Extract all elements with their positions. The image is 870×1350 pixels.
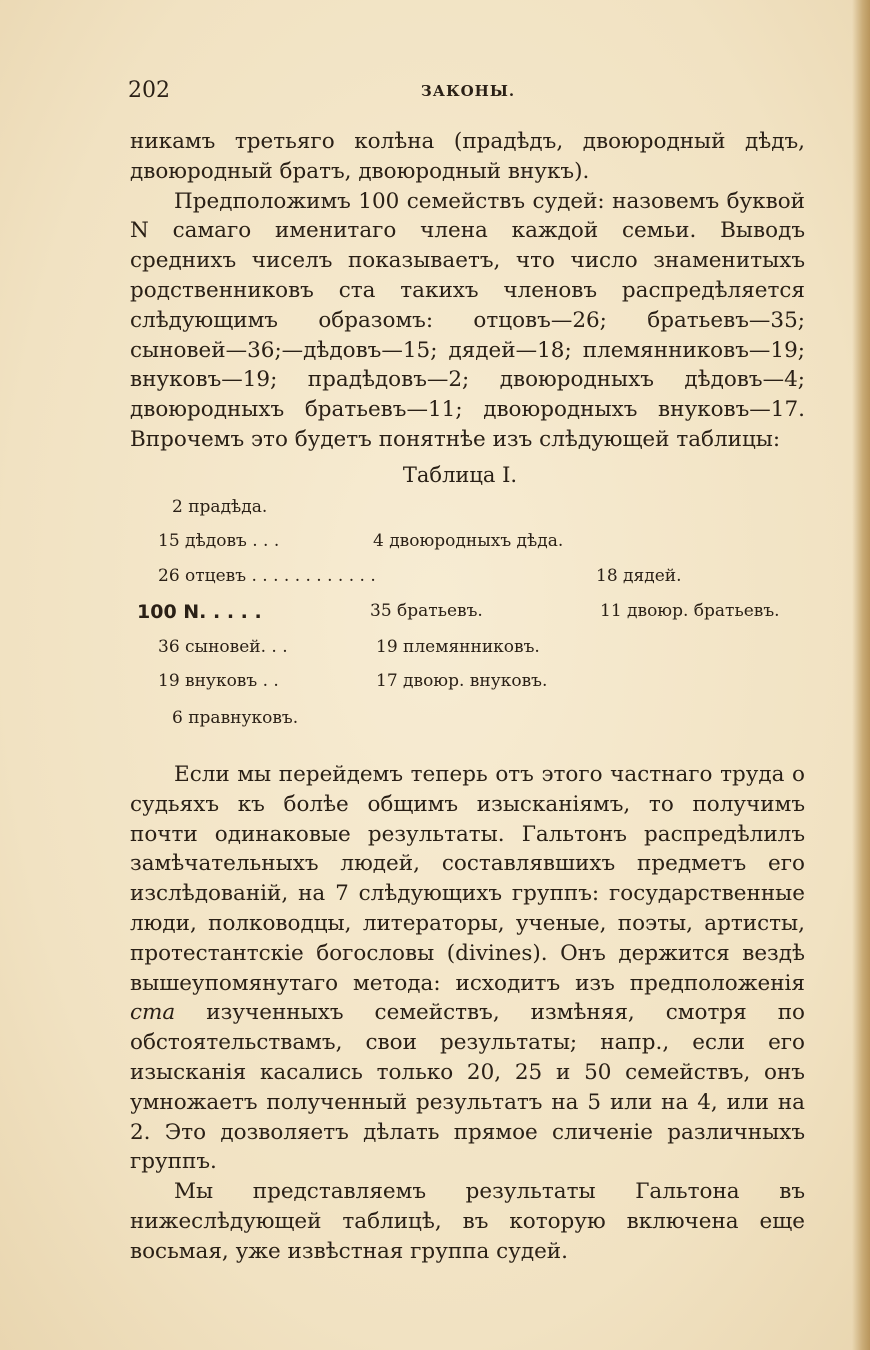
paragraph-text: изученныхъ семействъ, измѣняя, смотря по обстоятельствамъ, свои результаты; напр., если его изысканiя касались только 20, 25 и 50 семействъ, онъ умножаетъ полученный результатъ на 5 или на 4, или на 2. Это дозволяетъ дѣлать прямое сличенiе различныхъ группъ. <box>130 1000 805 1175</box>
page-header <box>128 78 808 108</box>
page-number: 202 <box>128 78 170 103</box>
table-row <box>0 566 870 596</box>
table-cell: 2 прадѣда. <box>172 497 268 517</box>
table-row <box>0 531 870 561</box>
table-cell: 35 братьевъ. <box>370 601 483 621</box>
table-cell: 6 правнуковъ. <box>172 708 299 728</box>
table-cell: 11 двоюр. братьевъ. <box>600 601 780 621</box>
paragraph-text: Если мы перейдемъ теперь отъ этого частнаго труда о судьяхъ къ болѣе общимъ изысканiямъ, то получимъ почти одинаковые результаты. Гальтонъ распредѣлилъ замѣчательныхъ людей, составлявшихъ предметъ его изслѣдованiй, на 7 слѣдующихъ группъ: государственные люди, полководцы, литераторы, ученые, поэты, артисты, протестантскiе богословы (divines). Онъ держится вездѣ вышеупомянутаго метода: исходитъ изъ предположенiя <box>130 762 805 996</box>
top-text <box>130 127 805 455</box>
paragraph: Мы представляемъ результаты Гальтона въ нижеслѣдующей таблицѣ, въ которую включена еще восьмая, уже извѣстная группа судей. <box>130 1179 805 1264</box>
table-row <box>0 637 870 667</box>
running-title: ЗАКОНЫ. <box>420 82 516 100</box>
table-title: Таблица I. <box>402 463 518 487</box>
bottom-text <box>130 760 805 1267</box>
table-cell: 36 сыновей. . . <box>158 637 288 657</box>
italic-word: ста <box>130 1000 176 1026</box>
paragraph: Предположимъ 100 семействъ судей: назовемъ буквой N самаго именитаго члена каждой семьи. Выводъ среднихъ чиселъ показываетъ, что число знаменитыхъ родственниковъ ста такихъ членовъ распредѣляется слѣдующимъ образомъ: отцовъ—26; братьевъ—35; сыновей—36;—дѣдовъ—15; дядей—18; племянниковъ—19; внуковъ—19; прадѣдовъ—2; двоюродныхъ дѣдовъ—4; двоюродныхъ братьевъ—11; двоюродныхъ внуковъ—17. Впрочемъ это будетъ понятнѣе изъ слѣдующей таблицы: <box>130 188 805 452</box>
table-row <box>0 708 870 738</box>
table-row <box>0 601 870 631</box>
paragraph: никамъ третьяго колѣна (прадѣдъ, двоюродный дѣдъ, двоюродный братъ, двоюродный внукъ). <box>130 129 805 184</box>
table-cell: 17 двоюр. внуковъ. <box>376 671 548 691</box>
table-row <box>0 671 870 701</box>
table-cell: 19 внуковъ . . <box>158 671 279 691</box>
table-cell: 18 дядей. <box>596 566 682 586</box>
table-cell: 100 N. . . . . <box>137 601 262 623</box>
table-row <box>0 497 870 527</box>
paragraph <box>130 760 805 1177</box>
table-cell: 26 отцевъ . . . . . . . . . . . . <box>158 566 376 586</box>
table-cell: 15 дѣдовъ . . . <box>158 531 280 551</box>
table-cell: 4 двоюродныхъ дѣда. <box>373 531 564 551</box>
table-cell: 19 племянниковъ. <box>376 637 540 657</box>
